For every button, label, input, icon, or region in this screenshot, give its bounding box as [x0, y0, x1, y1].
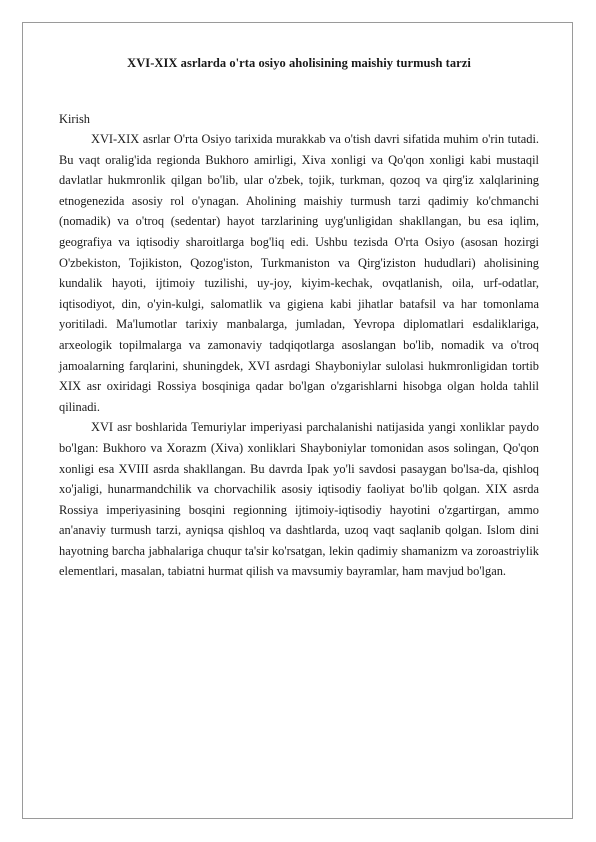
document-title: XVI-XIX asrlarda o'rta osiyo aholisining maishiy turmush tarzi [127, 56, 471, 70]
paragraph-1: XVI-XIX asrlar O'rta Osiyo tarixida murakkab va o'tish davri sifatida muhim o'rin tutadi. Bu vaqt oralig'ida regionda Bukhoro amirligi, Xiva xonligi va Qo'qon xonligi kabi mustaqil davlatlar hukmronlik qilgan bo'lib, ular o'zbek, tojik, turkman, qozoq va qirg'iz xalqlarining etnogenezida asosiy rol o'ynagan. Aholining maishiy turmush tarzi qadimiy ko'chmanchi (nomadik) va o'troq (sedentar) hayot tarzlarining uyg'unligidan shakllangan, bu esa iqlim, geografiya va iqtisodiy sharoitlarga bog'liq edi. Ushbu tezisda O'rta Osiyo (asosan hozirgi O'zbekiston, Tojikiston, Qozog'iston, Turkmaniston va Qirg'iziston hududlari) aholisining kundalik hayoti, ijtimoiy tuzilishi, uy-joy, kiyim-kechak, ovqatlanish, oila, urf-odatlar, iqtisodiyot, din, o'yin-kulgi, salomatlik va gigiena kabi jihatlar batafsil va har tomonlama yoritiladi. Ma'lumotlar tarixiy manbalarga, jumladan, Yevropa diplomatlari esdaliklariga, arxeologik topilmalarga va zamonaviy tadqiqotlarga asoslangan bo'lib, nomadik va o'troq jamoalarning farqlarini, shuningdek, XVI asrdagi Shayboniylar sulolasi hukmronligidan tortib XIX asr oxiridagi Rossiya bosqiniga qadar bo'lgan o'zgarishlarni hisobga olgan holda tahlil qilinadi. [59, 132, 539, 414]
document-body [59, 54, 539, 582]
section-heading: Kirish [59, 112, 90, 126]
paragraph-2: XVI asr boshlarida Temuriylar imperiyasi parchalanishi natijasida yangi xonliklar paydo bo'lgan: Bukhoro va Xorazm (Xiva) xonliklari Shayboniylar tomonidan asos solingan, Qo'qon xonligi esa XVIII asrda shakllangan. Bu davrda Ipak yo'li savdosi pasaygan bo'lsa-da, qishloq xo'jaligi, hunarmandchilik va chorvachilik asosiy iqtisodiy faoliyat bo'lib qolgan. XIX asrda Rossiya imperiyasining bosqini regionning ijtimoiy-iqtisodiy hayotini o'zgartirgan, ammo an'anaviy turmush tarzi, ayniqsa qishloq va dashtlarda, uzoq vaqt saqlanib qolgan. Islom dini hayotning barcha jabhalariga chuqur ta'sir ko'rsatgan, lekin qadimiy shamanizm va zoroastriylik elementlari, masalan, tabiatni hurmat qilish va mavsumiy bayramlar, ham mavjud bo'lgan. [59, 420, 539, 579]
